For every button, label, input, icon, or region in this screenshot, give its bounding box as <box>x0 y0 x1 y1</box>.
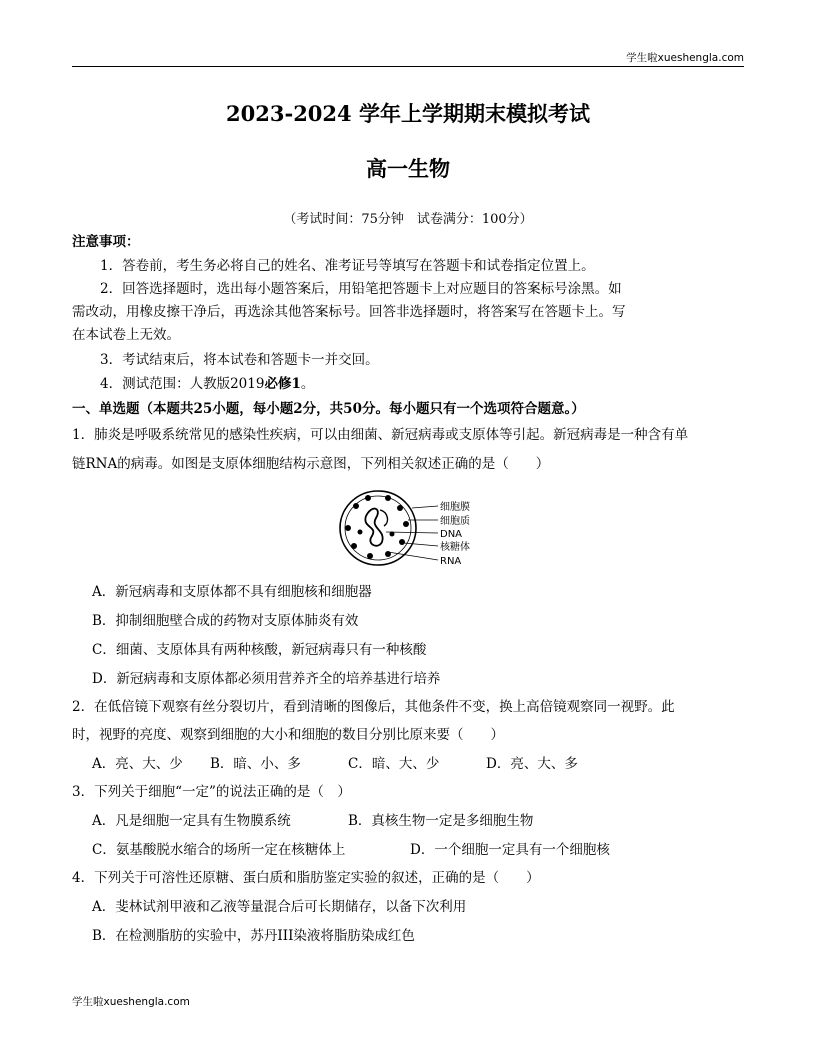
q2-stem: 时，视野的亮度、观察到细胞的大小和细胞的数目分别比原来要（ ） <box>72 727 504 743</box>
header-divider <box>72 66 744 67</box>
q2-option-d: D．亮、大、多 <box>486 756 578 772</box>
fig-label-cytoplasm: 细胞质 <box>440 516 470 527</box>
q1-option-c: C．细菌、支原体具有两种核酸，新冠病毒只有一种核酸 <box>92 642 427 658</box>
q2-option-a: A．亮、大、少 <box>92 756 183 772</box>
fig-label-membrane: 细胞膜 <box>440 502 470 513</box>
q1-stem: 链RNA的病毒。如图是支原体细胞结构示意图，下列相关叙述正确的是（ ） <box>72 456 550 472</box>
q1-option-d: D．新冠病毒和支原体都必须用营养齐全的培养基进行培养 <box>92 671 441 687</box>
q1-figure <box>336 486 486 572</box>
q2-option-b: B．暗、小、多 <box>210 756 301 772</box>
section-heading: 一、单选题（本题共25小题，每小题2分，共50分。每小题只有一个选项符合题意。） <box>72 401 585 417</box>
q1-option-b: B．抑制细胞壁合成的药物对支原体肺炎有效 <box>92 613 359 629</box>
notice-item: 3．考试结束后，将本试卷和答题卡一并交回。 <box>100 352 379 368</box>
q3-option-b: B．真核生物一定是多细胞生物 <box>348 813 534 829</box>
q3-option-a: A．凡是细胞一定具有生物膜系统 <box>92 813 291 829</box>
notice-item: 在本试卷上无效。 <box>72 327 180 343</box>
q3-option-d: D．一个细胞一定具有一个细胞核 <box>410 842 610 858</box>
q2-stem: 2．在低倍镜下观察有丝分裂切片，看到清晰的图像后，其他条件不变，换上高倍镜观察同一视野。此 <box>72 699 675 715</box>
q4-option-b: B．在检测脂肪的实验中，苏丹III染液将脂肪染成红色 <box>92 928 415 944</box>
exam-title: 2023-2024 学年上学期期末模拟考试 <box>226 101 590 126</box>
scope-suffix: 。 <box>300 376 315 392</box>
notice-item: 2．回答选择题时，选出每小题答案后，用铅笔把答题卡上对应题目的答案标号涂黑。如 <box>100 281 622 297</box>
notice-heading: 注意事项： <box>72 234 140 250</box>
exam-subject: 高一生物 <box>366 156 450 181</box>
fig-label-rna: RNA <box>440 556 462 567</box>
q2-option-c: C．暗、大、少 <box>348 756 440 772</box>
q4-stem: 4．下列关于可溶性还原糖、蛋白质和脂肪鉴定实验的叙述，正确的是（ ） <box>72 870 540 886</box>
dna-coil-shape <box>365 509 382 546</box>
notice-scope <box>100 374 314 394</box>
q1-option-a: A．新冠病毒和支原体都不具有细胞核和细胞器 <box>92 584 372 600</box>
fig-label-ribosome: 核糖体 <box>440 542 470 553</box>
q3-option-c: C．氨基酸脱水缩合的场所一定在核糖体上 <box>92 842 346 858</box>
q3-stem: 3．下列关于细胞“一定”的说法正确的是（ ） <box>72 784 351 800</box>
fig-label-dna: DNA <box>440 529 463 540</box>
scope-prefix: 4．测试范围：人教版2019 <box>100 376 265 392</box>
notice-item: 1．答卷前，考生务必将自己的姓名、准考证号等填写在答题卡和试卷指定位置上。 <box>100 258 595 274</box>
q1-stem: 1．肺炎是呼吸系统常见的感染性疾病，可以由细菌、新冠病毒或支原体等引起。新冠病毒是一种含有单 <box>72 427 689 443</box>
footer-site: 学生啦xueshengla.com <box>72 996 190 1008</box>
q4-option-a: A．斐林试剂甲液和乙液等量混合后可长期储存，以备下次利用 <box>92 899 467 915</box>
header-site: 学生啦xueshengla.com <box>626 52 744 64</box>
exam-meta: （考试时间：75分钟 试卷满分：100分） <box>283 212 533 227</box>
scope-bold: 必修1 <box>264 376 301 392</box>
notice-item: 需改动，用橡皮擦干净后，再选涂其他答案标号。回答非选择题时，将答案写在答题卡上。写 <box>72 304 626 320</box>
dna-loop-shape <box>380 510 387 526</box>
